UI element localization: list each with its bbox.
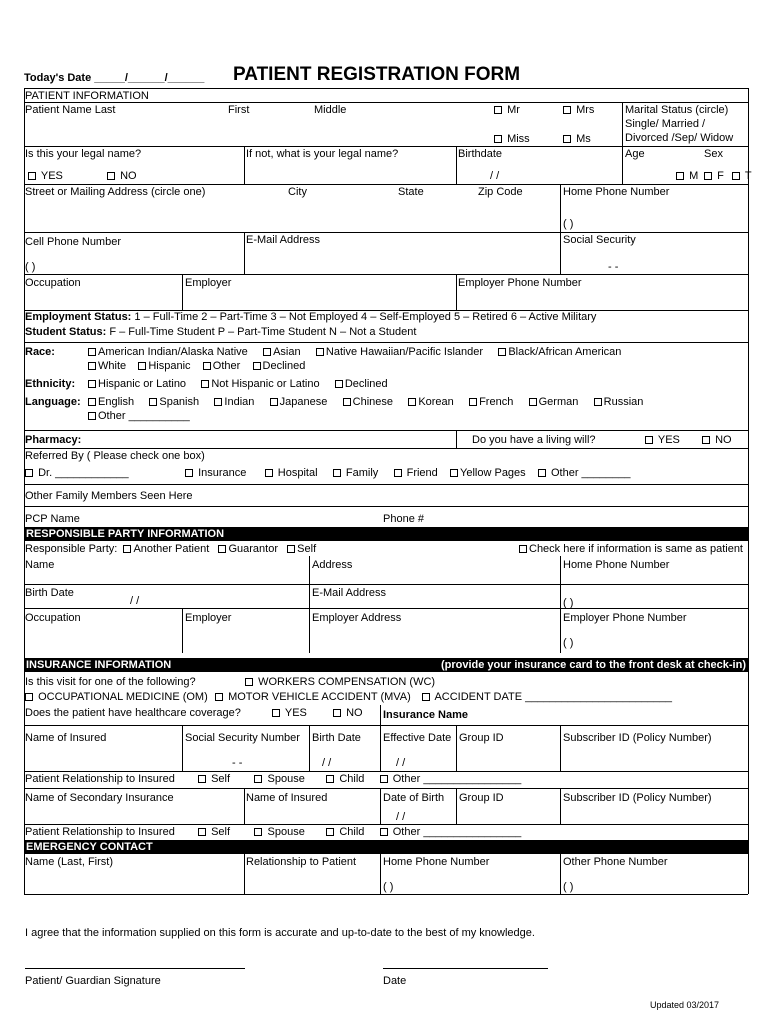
race-option[interactable]: Native Hawaiian/Pacific Islander [325,346,484,358]
checkbox-icon [326,828,334,836]
race-option[interactable]: Black/African American [508,346,622,358]
relationship-other[interactable]: Other ________________ [392,773,522,785]
resp-employer-phone-input[interactable]: ( ) [563,637,574,649]
party-option[interactable]: Guarantor [228,543,278,555]
checkbox-icon [450,469,458,477]
birthdate-slashes[interactable]: / / [490,170,500,182]
sex-m-label: M [689,170,699,182]
insurance-title: INSURANCE INFORMATION [26,659,172,671]
secondary-group-id-label: Group ID [459,792,504,804]
coverage-yes-label: YES [284,707,307,719]
age-label: Age [625,148,645,160]
checkbox-icon [380,828,388,836]
emergency-home-phone-input[interactable]: ( ) [383,881,394,893]
updated-label: Updated 03/2017 [650,1000,720,1010]
ethnicity-option[interactable]: Hispanic or Latino [98,378,187,390]
employer-label: Employer [185,277,232,289]
living-will-yes-label: YES [657,434,680,446]
first-name-label: First [228,104,250,116]
race-option[interactable]: White [98,360,127,372]
checkbox-icon [732,172,740,180]
pcp-phone-label: Phone # [383,513,424,525]
race-row2[interactable] [88,360,305,372]
relationship-option[interactable]: Child [339,773,365,785]
marital-status-line3[interactable]: Divorced /Sep/ Widow [625,132,734,144]
language-option[interactable]: Japanese [279,396,328,408]
checkbox-icon [494,135,502,143]
checkbox-icon [25,469,33,477]
employment-status[interactable] [25,311,596,323]
ethnicity-label: Ethnicity: [25,378,76,390]
language-options[interactable] [88,396,643,408]
checkbox-icon [563,106,571,114]
patient-info-title: PATIENT INFORMATION [25,90,149,102]
ins-ssn-label: Social Security Number [185,732,300,744]
resp-employer-address-label: Employer Address [312,612,402,624]
student-status[interactable] [25,326,416,338]
sex-label: Sex [704,148,723,160]
title-ms-label: Ms [576,133,591,145]
language-option[interactable]: Chinese [352,396,394,408]
city-label: City [288,186,307,198]
checkbox-icon [676,172,684,180]
living-will-no[interactable] [702,434,732,446]
ins-ssn-input[interactable]: - - [232,757,243,769]
ethnicity-option[interactable]: Not Hispanic or Latino [211,378,320,390]
checkbox-icon [123,545,131,553]
checkbox-icon [25,693,33,701]
checkbox-icon [245,678,253,686]
checkbox-icon [201,380,209,388]
emergency-name-label: Name (Last, First) [25,856,114,868]
party-option[interactable]: Another Patient [133,543,210,555]
checkbox-icon [263,348,271,356]
checkbox-icon [380,775,388,783]
zip-label: Zip Code [478,186,523,198]
insurance-note: (provide your insurance card to the front desk at check-in) [440,659,746,671]
date-line[interactable] [383,968,548,969]
checkbox-icon [270,398,278,406]
secondary-relationship-options[interactable] [198,826,521,838]
checkbox-icon [498,348,506,356]
checkbox-icon [185,469,193,477]
legal-name-if-not: If not, what is your legal name? [246,148,399,160]
language-option[interactable]: German [538,396,579,408]
checkbox-icon [107,172,115,180]
title-miss[interactable] [494,133,530,145]
checkbox-icon [519,545,527,553]
checkbox-icon [88,348,96,356]
sex-f-label: F [717,170,724,182]
signature-line[interactable] [25,968,245,969]
language-option[interactable]: Spanish [159,396,200,408]
group-id-label: Group ID [459,732,504,744]
relationship-to-insured-label: Patient Relationship to Insured [25,773,175,785]
checkbox-icon [88,398,96,406]
home-phone-label: Home Phone Number [563,186,670,198]
emergency-other-phone-label: Other Phone Number [563,856,668,868]
resp-name-label: Name [25,559,55,571]
checkbox-icon [214,398,222,406]
agreement-text: I agree that the information supplied on this form is accurate and up-to-date to the best of my knowledge. [25,927,535,939]
pcp-name-label: PCP Name [25,513,80,525]
referred-dr-label[interactable]: Dr. ____________ [38,467,129,479]
checkbox-icon [316,348,324,356]
title-mrs-label: Mrs [576,104,595,116]
checkbox-icon [149,398,157,406]
checkbox-icon [203,362,211,370]
relationship-option[interactable]: Child [339,826,365,838]
secondary-subscriber-label: Subscriber ID (Policy Number) [563,792,712,804]
race-option[interactable]: Hispanic [148,360,191,372]
coverage-no[interactable] [333,707,363,719]
sex-t-label: T [744,170,752,182]
checkbox-icon [704,172,712,180]
checkbox-icon [645,436,653,444]
checkbox-icon [138,362,146,370]
referral-option[interactable]: Hospital [277,467,318,479]
ins-birth-date-input[interactable]: / / [322,757,332,769]
resp-address-label: Address [312,559,353,571]
occupation-label: Occupation [25,277,81,289]
resp-employer-phone-label: Employer Phone Number [563,612,687,624]
checkbox-icon [272,709,280,717]
checkbox-icon [469,398,477,406]
title-mrs[interactable] [563,104,594,116]
resp-email-label: E-Mail Address [312,587,386,599]
checkbox-icon [287,545,295,553]
legal-name-question: Is this your legal name? [25,148,142,160]
living-will-question: Do you have a living will? [472,434,596,446]
language-option[interactable]: Russian [603,396,644,408]
checkbox-icon [265,469,273,477]
responsible-party-label: Responsible Party: [25,543,118,555]
language-other-label[interactable]: Other __________ [98,410,190,422]
checkbox-icon [594,398,602,406]
responsible-party-options[interactable] [25,543,316,555]
living-will-yes[interactable] [645,434,680,446]
secondary-dob-label: Date of Birth [383,792,445,804]
ins-birth-date-label: Birth Date [312,732,361,744]
visit-mva-label[interactable]: MOTOR VEHICLE ACCIDENT (MVA) [228,691,411,703]
referral-option[interactable]: Yellow Pages [460,467,526,479]
resp-birth-date-input[interactable]: / / [130,595,140,607]
insurance-name-label: Insurance Name [383,709,468,721]
responsible-party-header [24,527,748,541]
relationship-option[interactable]: Spouse [267,826,305,838]
checkbox-icon [198,828,206,836]
referral-option[interactable]: Friend [406,467,438,479]
signature-label: Patient/ Guardian Signature [25,975,161,987]
checkbox-icon [702,436,710,444]
checkbox-icon [343,398,351,406]
checkbox-icon [422,693,430,701]
title-mr-label: Mr [507,104,520,116]
checkbox-icon [333,469,341,477]
coverage-question: Does the patient have healthcare coverage? [25,707,241,719]
same-as-patient-label[interactable]: Check here if information is same as patient [529,543,743,555]
title-ms[interactable] [563,133,591,145]
checkbox-icon [88,380,96,388]
sex-m[interactable] [676,170,698,182]
checkbox-icon [88,362,96,370]
student-status-label: Student Status: [25,326,107,338]
visit-accident-label[interactable]: ACCIDENT DATE ________________________ [434,691,672,703]
title-mr[interactable] [494,104,520,116]
middle-name-label: Middle [314,104,347,116]
checkbox-icon [88,412,96,420]
pharmacy-label: Pharmacy: [25,434,82,446]
patient-info-header [24,88,748,103]
state-label: State [398,186,424,198]
checkbox-icon [538,469,546,477]
employment-status-options[interactable]: 1 – Full-Time 2 – Part-Time 3 – Not Employed 4 – Self-Employed 5 – Retired 6 – Active Military [134,311,597,323]
family-members-label: Other Family Members Seen Here [25,490,193,502]
effective-date-label: Effective Date [383,732,452,744]
subscriber-id-label: Subscriber ID (Policy Number) [563,732,712,744]
email-label: E-Mail Address [246,234,320,246]
form-title: PATIENT REGISTRATION FORM [233,64,521,85]
referred-by-label: Referred By ( Please check one box) [25,450,205,462]
legal-yes-label: YES [40,170,63,182]
resp-home-phone-input[interactable]: ( ) [563,597,574,609]
race-option[interactable]: Asian [273,346,301,358]
checkbox-icon [529,398,537,406]
secondary-dob-input[interactable]: / / [396,811,406,823]
secondary-relationship-label: Patient Relationship to Insured [25,826,175,838]
visit-om-label[interactable]: OCCUPATIONAL MEDICINE (OM) [38,691,208,703]
language-option[interactable]: Indian [224,396,255,408]
checkbox-icon [494,106,502,114]
referred-dr[interactable] [25,467,129,479]
patient-name-last-label: Patient Name Last [25,104,116,116]
street-label: Street or Mailing Address (circle one) [25,186,206,198]
ssn-input[interactable]: - - [608,261,619,273]
race-option[interactable]: Declined [262,360,306,372]
checkbox-icon [254,775,262,783]
resp-occupation-label: Occupation [25,612,81,624]
referred-options[interactable] [185,467,630,479]
ethnicity-option[interactable]: Declined [344,378,388,390]
secondary-insurance-label: Name of Secondary Insurance [25,792,174,804]
language-option[interactable]: Korean [418,396,454,408]
marital-status-line1: Marital Status (circle) [625,104,729,116]
birthdate-label: Birthdate [458,148,503,160]
race-option[interactable]: American Indian/Alaska Native [98,346,248,358]
cell-phone-input[interactable]: ( ) [25,261,36,273]
relationship-option[interactable]: Self [211,826,231,838]
visit-accident[interactable] [422,691,672,703]
visit-om[interactable] [25,691,208,703]
marital-status-line2[interactable]: Single/ Married / [625,118,706,130]
checkbox-icon [28,172,36,180]
emergency-contact-header [24,840,748,854]
race-option[interactable]: Other [212,360,241,372]
checkbox-icon [215,693,223,701]
emergency-home-phone-label: Home Phone Number [383,856,490,868]
language-option[interactable]: French [479,396,514,408]
coverage-yes[interactable] [272,707,307,719]
relationship-option[interactable]: Self [211,773,231,785]
checkbox-icon [394,469,402,477]
employer-phone-label: Employer Phone Number [458,277,582,289]
ssn-label: Social Security [563,234,636,246]
title-miss-label: Miss [507,133,530,145]
party-option[interactable]: Self [297,543,317,555]
student-status-options[interactable]: F – Full-Time Student P – Part-Time Student N – Not a Student [109,326,417,338]
language-option[interactable]: English [98,396,135,408]
race-row1[interactable] [88,346,621,358]
cell-phone-label: Cell Phone Number [25,236,121,248]
checkbox-icon [218,545,226,553]
race-label: Race: [25,346,55,358]
visit-wc-label[interactable]: WORKERS COMPENSATION (WC) [258,676,436,688]
visit-question: Is this visit for one of the following? [25,676,196,688]
name-of-insured-label: Name of Insured [25,732,107,744]
same-as-patient[interactable] [519,543,743,555]
checkbox-icon [254,828,262,836]
visit-wc[interactable] [245,676,435,688]
relationship-option[interactable]: Spouse [267,773,305,785]
emergency-contact-title: EMERGENCY CONTACT [26,841,153,853]
language-other[interactable] [88,410,190,422]
relationship-other[interactable]: Other ________________ [392,826,522,838]
legal-no-label: NO [120,170,137,182]
checkbox-icon [563,135,571,143]
checkbox-icon [333,709,341,717]
ethnicity-options[interactable] [88,378,388,390]
checkbox-icon [326,775,334,783]
resp-home-phone-label: Home Phone Number [563,559,670,571]
resp-birth-date-label: Birth Date [25,587,74,599]
emergency-relationship-label: Relationship to Patient [246,856,357,868]
checkbox-icon [335,380,343,388]
legal-yes[interactable] [28,170,63,182]
coverage-no-label: NO [346,707,363,719]
referral-option[interactable]: Insurance [198,467,247,479]
todays-date-label: Today's Date _____/______/______ [24,72,205,84]
home-phone-input[interactable]: ( ) [563,218,574,230]
responsible-party-title: RESPONSIBLE PARTY INFORMATION [26,528,225,540]
relationship-options[interactable] [198,773,521,785]
language-label: Language: [25,396,81,408]
checkbox-icon [253,362,261,370]
visit-mva[interactable] [215,691,411,703]
living-will-no-label: NO [715,434,732,446]
checkbox-icon [408,398,416,406]
date-label: Date [383,975,407,987]
referral-other[interactable]: Other ________ [550,467,631,479]
checkbox-icon [198,775,206,783]
emergency-other-phone-input[interactable]: ( ) [563,881,574,893]
sex-f[interactable] [704,170,724,182]
effective-date-input[interactable]: / / [396,757,406,769]
insurance-header [24,658,748,672]
legal-no[interactable] [107,170,137,182]
secondary-name-insured-label: Name of Insured [246,792,328,804]
referral-option[interactable]: Family [345,467,379,479]
employment-status-label: Employment Status: [25,311,132,323]
resp-employer-label: Employer [185,612,232,624]
